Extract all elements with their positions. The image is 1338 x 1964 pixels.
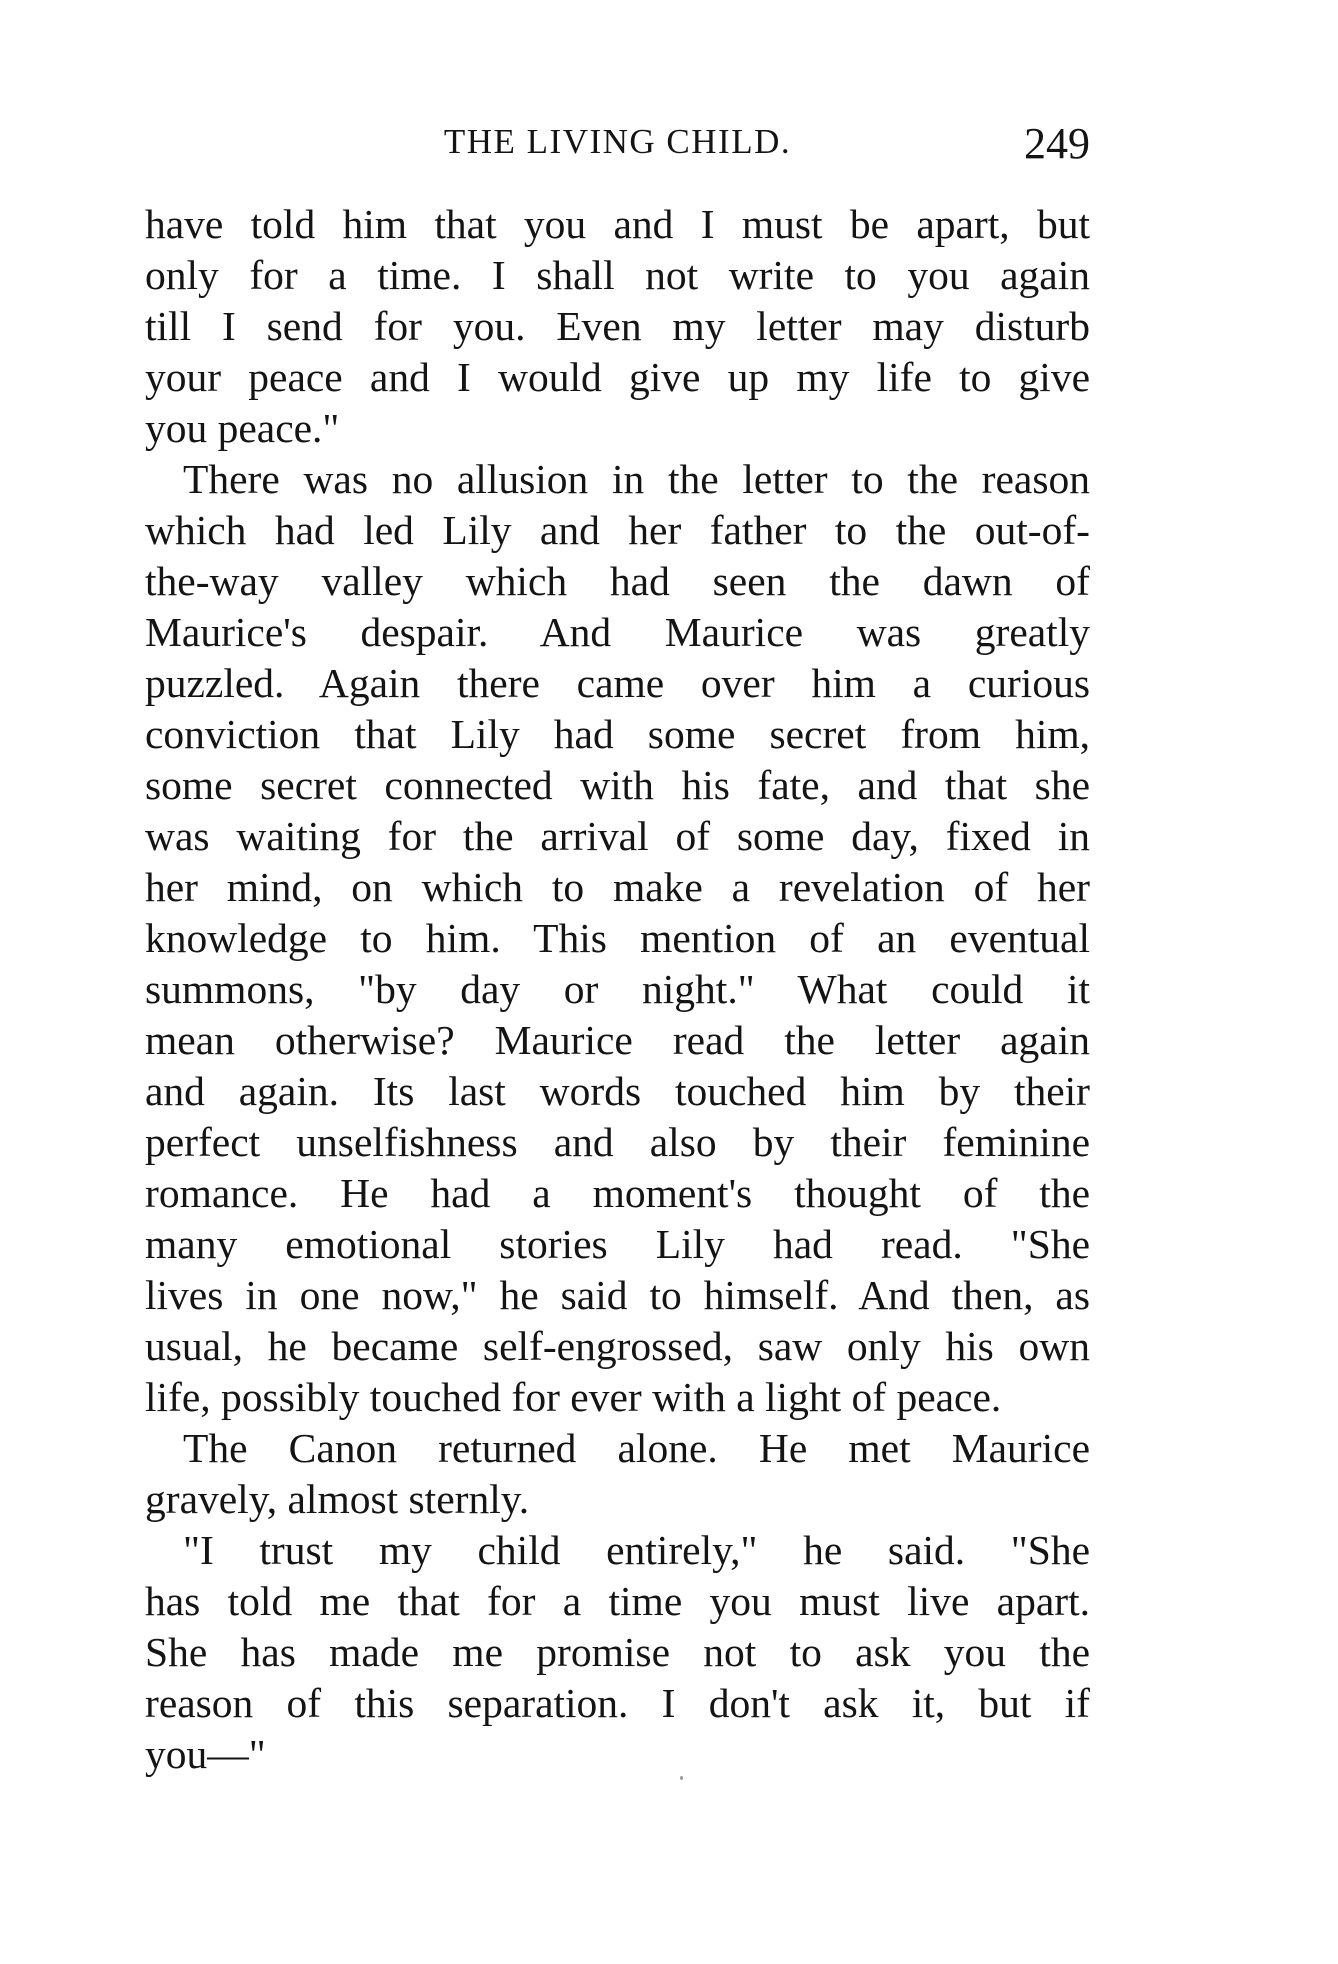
text-line: gravely, almost sternly. (145, 1476, 530, 1522)
text-line: perfect unselfishness and also by their feminine (145, 1119, 1090, 1165)
text-line: She has made me promise not to ask you the (145, 1629, 1090, 1675)
text-line: lives in one now," he said to himself. And then, as (145, 1272, 1090, 1318)
text-line: The Canon returned alone. He met Maurice (183, 1425, 1090, 1471)
text-line: you—" (145, 1731, 266, 1777)
text-line: only for a time. I shall not write to you again (145, 252, 1090, 298)
text-line: usual, he became self-engrossed, saw only his own (145, 1323, 1090, 1369)
text-line: was waiting for the arrival of some day, fixed in (145, 813, 1090, 859)
text-line: some secret connected with his fate, and that she (145, 762, 1090, 808)
text-line: Maurice's despair. And Maurice was greatly (145, 609, 1090, 655)
paragraph (145, 454, 1090, 1423)
paragraph (145, 1423, 1090, 1525)
text-line: romance. He had a moment's thought of the (145, 1170, 1090, 1216)
text-line: has told me that for a time you must live apart. (145, 1578, 1090, 1624)
text-line: many emotional stories Lily had read. "She (145, 1221, 1090, 1267)
text-line: you peace." (145, 405, 340, 451)
text-line: mean otherwise? Maurice read the letter again (145, 1017, 1090, 1063)
text-line: her mind, on which to make a revelation of her (145, 864, 1090, 910)
running-title: THE LIVING CHILD. (443, 122, 792, 161)
text-line: till I send for you. Even my letter may disturb (145, 303, 1090, 349)
text-line: have told him that you and I must be apart, but (145, 201, 1090, 247)
text-line: the-way valley which had seen the dawn of (145, 558, 1090, 604)
text-line: "I trust my child entirely," he said. "She (183, 1527, 1090, 1573)
text-line: your peace and I would give up my life to give (145, 354, 1090, 400)
text-line: summons, "by day or night." What could it (145, 966, 1090, 1012)
text-line: and again. Its last words touched him by their (145, 1068, 1090, 1114)
text-line: puzzled. Again there came over him a curious (145, 660, 1090, 706)
text-line: life, possibly touched for ever with a light of peace. (145, 1374, 1002, 1420)
text-line: There was no allusion in the letter to the reason (183, 456, 1090, 502)
page-number: 249 (1024, 119, 1090, 168)
text-line: conviction that Lily had some secret from him, (145, 711, 1090, 757)
text-line: which had led Lily and her father to the out-of- (145, 507, 1090, 553)
running-head (145, 118, 1090, 178)
text-line: reason of this separation. I don't ask it, but if (145, 1680, 1090, 1726)
text-line: knowledge to him. This mention of an eventual (145, 915, 1090, 961)
paragraph (145, 199, 1090, 454)
body-text (145, 199, 1090, 1780)
print-speck (680, 1776, 683, 1780)
paragraph (145, 1525, 1090, 1780)
